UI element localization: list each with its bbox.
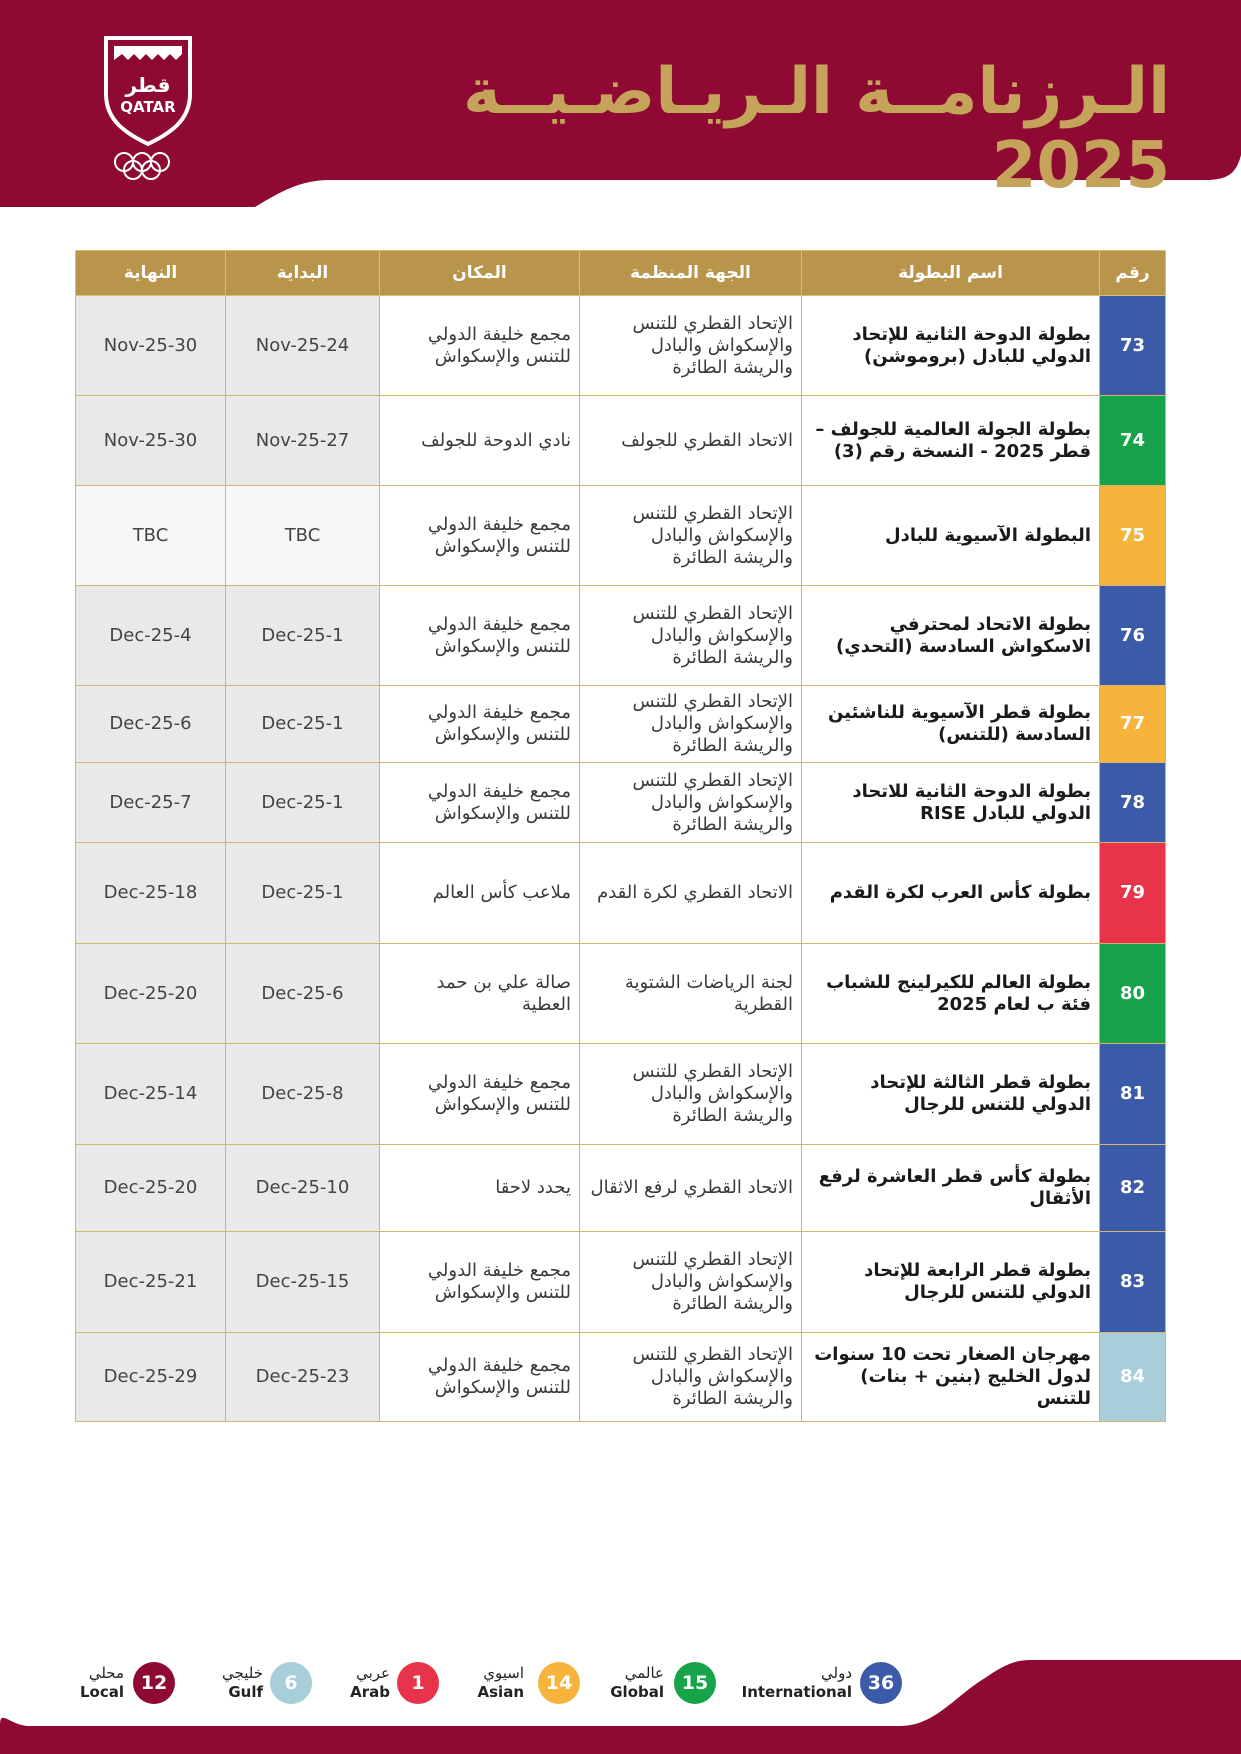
venue: مجمع خليفة الدولي للتنس والإسكواش xyxy=(380,486,580,586)
row-number: 79 xyxy=(1100,843,1166,944)
venue: مجمع خليفة الدولي للتنس والإسكواش xyxy=(380,586,580,686)
legend-label-ar: محلي xyxy=(88,1664,124,1682)
row-number: 81 xyxy=(1100,1044,1166,1145)
end-date: 30-Nov-25 xyxy=(76,396,226,486)
start-date: 10-Dec-25 xyxy=(226,1145,380,1232)
legend-item-international xyxy=(741,1660,910,1706)
start-date: 27-Nov-25 xyxy=(226,396,380,486)
end-date: 18-Dec-25 xyxy=(76,843,226,944)
legend-item-local xyxy=(78,1660,178,1706)
event-name: بطولة العالم للكيرلينج للشباب فئة ب لعام 2025 xyxy=(802,944,1100,1044)
legend-label xyxy=(80,1664,124,1702)
legend-label-ar: خليجي xyxy=(222,1664,263,1682)
legend-label-en: Global xyxy=(610,1683,664,1701)
row-number: 84 xyxy=(1100,1333,1166,1422)
legend-label xyxy=(222,1664,263,1702)
organizer: الإتحاد القطري للتنس والإسكواش والبادل والريشة الطائرة xyxy=(580,1333,802,1422)
table-row xyxy=(76,296,1166,396)
table-row xyxy=(76,1232,1166,1333)
row-number: 83 xyxy=(1100,1232,1166,1333)
row-number: 73 xyxy=(1100,296,1166,396)
venue: مجمع خليفة الدولي للتنس والإسكواش xyxy=(380,296,580,396)
end-date: 7-Dec-25 xyxy=(76,763,226,843)
legend-label-ar: عالمي xyxy=(624,1664,664,1682)
legend-label-ar: اسيوي xyxy=(483,1664,524,1682)
table-row xyxy=(76,1333,1166,1422)
organizer: الإتحاد القطري للتنس والإسكواش والبادل والريشة الطائرة xyxy=(580,296,802,396)
legend-item-global xyxy=(610,1660,720,1706)
header-end: النهاية xyxy=(76,251,226,296)
legend-label-en: International xyxy=(741,1683,852,1701)
start-date: 8-Dec-25 xyxy=(226,1044,380,1145)
table-row xyxy=(76,586,1166,686)
legend-item-arab xyxy=(345,1660,445,1706)
category-legend xyxy=(0,1660,1241,1710)
table-row xyxy=(76,1145,1166,1232)
event-name: بطولة كأس قطر العاشرة لرفع الأثقال xyxy=(802,1145,1100,1232)
start-date: 1-Dec-25 xyxy=(226,843,380,944)
legend-label xyxy=(610,1664,664,1702)
event-name: بطولة قطر الثالثة للإتحاد الدولي للتنس للرجال xyxy=(802,1044,1100,1145)
event-name: بطولة الدوحة الثانية للاتحاد الدولي للبادل RISE xyxy=(802,763,1100,843)
legend-label xyxy=(350,1664,390,1702)
venue: نادي الدوحة للجولف xyxy=(380,396,580,486)
organizer: الإتحاد القطري للتنس والإسكواش والبادل والريشة الطائرة xyxy=(580,586,802,686)
event-name: بطولة الدوحة الثانية للإتحاد الدولي للبادل (بروموشن) xyxy=(802,296,1100,396)
legend-label-en: Arab xyxy=(350,1683,390,1701)
row-number: 75 xyxy=(1100,486,1166,586)
start-date: 24-Nov-25 xyxy=(226,296,380,396)
logo-english-text: QATAR xyxy=(120,98,176,116)
page-title: الـرزنامــة الـريـاضـيــة 2025 xyxy=(462,55,1170,203)
organizer: الإتحاد القطري للتنس والإسكواش والبادل والريشة الطائرة xyxy=(580,1044,802,1145)
event-name: بطولة قطر الآسيوية للناشئين السادسة (للتنس) xyxy=(802,686,1100,763)
organizer: الإتحاد القطري للتنس والإسكواش والبادل والريشة الطائرة xyxy=(580,1232,802,1333)
legend-count-badge: 12 xyxy=(133,1662,175,1704)
organizer: الإتحاد القطري للتنس والإسكواش والبادل والريشة الطائرة xyxy=(580,686,802,763)
start-date: 1-Dec-25 xyxy=(226,763,380,843)
olympic-rings-icon xyxy=(115,153,169,179)
legend-label-en: Local xyxy=(79,1683,124,1701)
legend-label-en: Gulf xyxy=(228,1683,263,1701)
table-row xyxy=(76,686,1166,763)
table-row xyxy=(76,486,1166,586)
venue: مجمع خليفة الدولي للتنس والإسكواش xyxy=(380,1333,580,1422)
organizer: الإتحاد القطري للتنس والإسكواش والبادل والريشة الطائرة xyxy=(580,763,802,843)
row-number: 76 xyxy=(1100,586,1166,686)
header-event: اسم البطولة xyxy=(802,251,1100,296)
legend-count-badge: 36 xyxy=(860,1662,902,1704)
event-name: مهرجان الصغار تحت 10 سنوات لدول الخليج (بنين + بنات) للتنس xyxy=(802,1333,1100,1422)
start-date: 6-Dec-25 xyxy=(226,944,380,1044)
venue: صالة علي بن حمد العطية xyxy=(380,944,580,1044)
start-date: TBC xyxy=(226,486,380,586)
row-number: 74 xyxy=(1100,396,1166,486)
legend-count-badge: 15 xyxy=(674,1662,716,1704)
venue: مجمع خليفة الدولي للتنس والإسكواش xyxy=(380,763,580,843)
venue: مجمع خليفة الدولي للتنس والإسكواش xyxy=(380,686,580,763)
event-name: بطولة قطر الرابعة للإتحاد الدولي للتنس للرجال xyxy=(802,1232,1100,1333)
end-date: 29-Dec-25 xyxy=(76,1333,226,1422)
legend-label-ar: دولي xyxy=(821,1664,852,1682)
event-name: بطولة الجولة العالمية للجولف – قطر 2025 - النسخة رقم (3) xyxy=(802,396,1100,486)
end-date: 20-Dec-25 xyxy=(76,944,226,1044)
end-date: 14-Dec-25 xyxy=(76,1044,226,1145)
calendar-table xyxy=(75,250,1166,1422)
end-date: 20-Dec-25 xyxy=(76,1145,226,1232)
end-date: 21-Dec-25 xyxy=(76,1232,226,1333)
venue: مجمع خليفة الدولي للتنس والإسكواش xyxy=(380,1232,580,1333)
event-name: البطولة الآسيوية للبادل xyxy=(802,486,1100,586)
calendar-table-wrapper xyxy=(75,250,1165,1422)
legend-count-badge: 6 xyxy=(270,1662,312,1704)
venue: مجمع خليفة الدولي للتنس والإسكواش xyxy=(380,1044,580,1145)
venue: ملاعب كأس العالم xyxy=(380,843,580,944)
row-number: 82 xyxy=(1100,1145,1166,1232)
organizer: الاتحاد القطري لكرة القدم xyxy=(580,843,802,944)
legend-label xyxy=(742,1664,852,1702)
end-date: 30-Nov-25 xyxy=(76,296,226,396)
legend-label xyxy=(478,1664,524,1702)
logo-arabic-text: قطر xyxy=(125,73,171,97)
header-start: البداية xyxy=(226,251,380,296)
organizer: لجنة الرياضات الشتوية القطرية xyxy=(580,944,802,1044)
qatar-olympic-logo xyxy=(98,32,198,182)
legend-count-badge: 1 xyxy=(397,1662,439,1704)
organizer: الاتحاد القطري لرفع الاثقال xyxy=(580,1145,802,1232)
end-date: 6-Dec-25 xyxy=(76,686,226,763)
header-venue: المكان xyxy=(380,251,580,296)
table-row xyxy=(76,1044,1166,1145)
start-date: 15-Dec-25 xyxy=(226,1232,380,1333)
start-date: 1-Dec-25 xyxy=(226,686,380,763)
table-header-row xyxy=(76,251,1166,296)
legend-count-badge: 14 xyxy=(538,1662,580,1704)
legend-label-ar: عربي xyxy=(356,1664,390,1682)
end-date: 4-Dec-25 xyxy=(76,586,226,686)
table-row xyxy=(76,944,1166,1044)
row-number: 78 xyxy=(1100,763,1166,843)
header-org: الجهة المنظمة xyxy=(580,251,802,296)
event-name: بطولة كأس العرب لكرة القدم xyxy=(802,843,1100,944)
start-date: 23-Dec-25 xyxy=(226,1333,380,1422)
event-name: بطولة الاتحاد لمحترفي الاسكواش السادسة (التحدي) xyxy=(802,586,1100,686)
start-date: 1-Dec-25 xyxy=(226,586,380,686)
row-number: 77 xyxy=(1100,686,1166,763)
legend-label-en: Asian xyxy=(477,1683,524,1701)
organizer: الإتحاد القطري للتنس والإسكواش والبادل والريشة الطائرة xyxy=(580,486,802,586)
legend-item-asian xyxy=(470,1660,580,1706)
table-row xyxy=(76,396,1166,486)
organizer: الاتحاد القطري للجولف xyxy=(580,396,802,486)
venue: يحدد لاحقا xyxy=(380,1145,580,1232)
legend-item-gulf xyxy=(210,1660,320,1706)
table-row xyxy=(76,763,1166,843)
end-date: TBC xyxy=(76,486,226,586)
header-num: رقم xyxy=(1100,251,1166,296)
row-number: 80 xyxy=(1100,944,1166,1044)
table-row xyxy=(76,843,1166,944)
